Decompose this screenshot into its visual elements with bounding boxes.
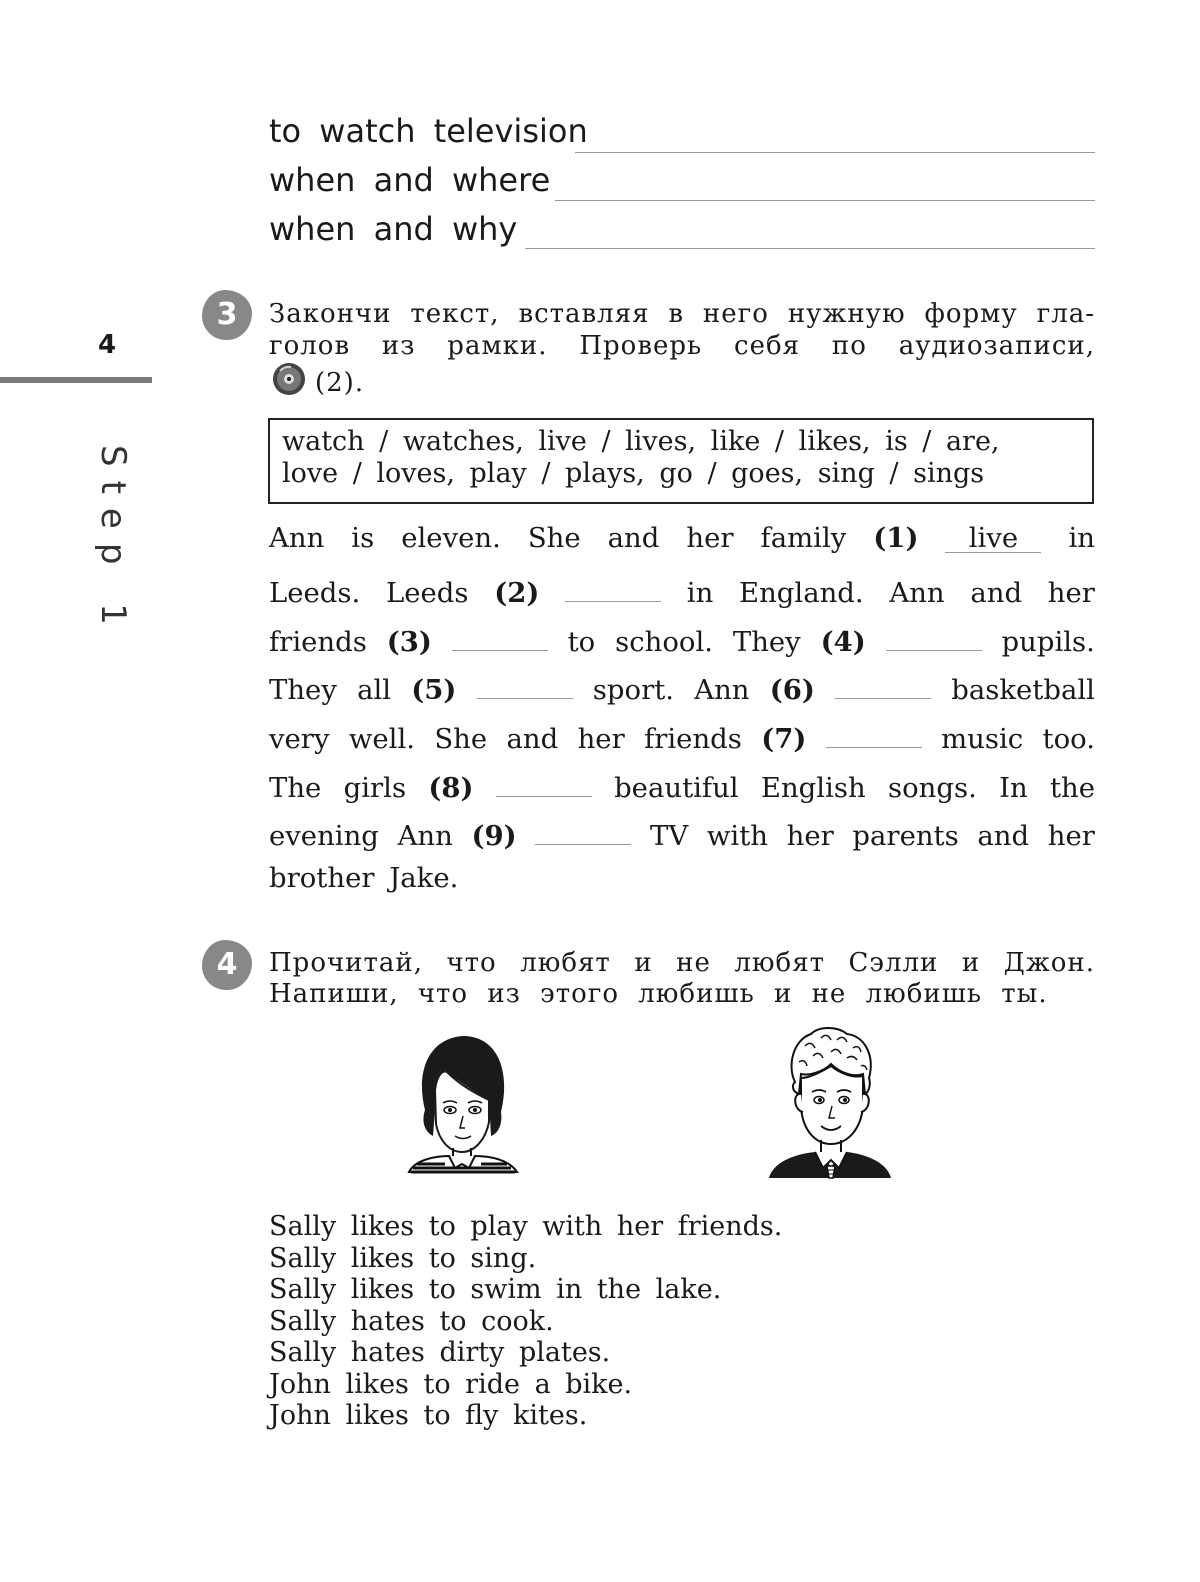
exercise-3-instruction-line1: Закончи текст, вставляя в него нужную форму гла- <box>269 299 1095 329</box>
gap-6-blank[interactable] <box>835 668 931 699</box>
gap-number-2: (2) <box>494 577 540 609</box>
text-line-3 <box>269 620 1095 658</box>
gap-number-5: (5) <box>411 674 457 706</box>
word: and <box>607 522 660 554</box>
word: friends <box>269 626 367 658</box>
exercise-4-instruction-line2: Напиши, что из этого любишь и не любишь ты. <box>269 979 1048 1009</box>
word: her <box>1047 577 1095 609</box>
gap-4-blank[interactable] <box>886 620 982 651</box>
gap-number-6: (6) <box>769 674 815 706</box>
word: pupils. <box>1001 626 1095 658</box>
statement-7: John likes to fly kites. <box>269 1400 588 1431</box>
phrase-watch-television: to watch television <box>269 112 588 150</box>
word: evening <box>269 820 379 852</box>
word: Ann <box>397 820 453 852</box>
word: Leeds <box>385 577 469 609</box>
word: Ann <box>889 577 945 609</box>
word: to <box>567 626 596 658</box>
word: They <box>732 626 801 658</box>
word: and <box>970 577 1023 609</box>
word-box-line1: watch / watches, live / lives, like / likes, is / are, <box>282 426 1000 457</box>
gap-1-example-answer[interactable]: live <box>945 522 1041 553</box>
word: all <box>357 674 392 706</box>
step-label: Step 1 <box>93 445 133 639</box>
text-last-line: brother Jake. <box>269 862 459 894</box>
word: eleven. <box>401 522 501 554</box>
word: She <box>527 522 581 554</box>
gap-8-blank[interactable] <box>496 766 592 797</box>
statement-4: Sally hates to cook. <box>269 1306 554 1337</box>
word: songs. <box>887 772 977 804</box>
cd-disc-icon[interactable] <box>271 361 307 404</box>
answer-line-2[interactable] <box>555 200 1095 201</box>
word: with <box>706 820 768 852</box>
word: beautiful <box>614 772 739 804</box>
word: and <box>506 723 559 755</box>
gap-number-9: (9) <box>471 820 517 852</box>
text-line-1 <box>269 522 1095 554</box>
gap-number-3: (3) <box>386 626 432 658</box>
exercise-4-badge: 4 <box>202 940 252 990</box>
statement-2: Sally likes to sing. <box>269 1243 537 1274</box>
gap-2-blank[interactable] <box>565 571 661 602</box>
word: They <box>269 674 337 706</box>
word: her <box>1047 820 1095 852</box>
gap-3-blank[interactable] <box>452 620 548 651</box>
word: too. <box>1042 723 1095 755</box>
word: girls <box>343 772 407 804</box>
text-line-6 <box>269 766 1095 804</box>
word-box-line2: love / loves, play / plays, go / goes, sing / sings <box>282 458 985 489</box>
page-number: 4 <box>98 330 117 360</box>
statement-6: John likes to ride a bike. <box>269 1369 633 1400</box>
word: Leeds. <box>269 577 361 609</box>
word-box <box>268 418 1094 504</box>
text-line-2 <box>269 571 1095 609</box>
boy-portrait-icon <box>765 1022 893 1180</box>
word: Ann <box>694 674 750 706</box>
word: Ann <box>269 522 325 554</box>
word: basketball <box>951 674 1095 706</box>
gap-9-blank[interactable] <box>535 814 631 845</box>
statement-5: Sally hates dirty plates. <box>269 1337 611 1368</box>
word: very <box>269 723 330 755</box>
word: family <box>760 522 847 554</box>
word: her <box>686 522 734 554</box>
word: and <box>977 820 1030 852</box>
word: England. <box>739 577 864 609</box>
word: in <box>1068 522 1095 554</box>
word: well. <box>348 723 415 755</box>
gap-number-4: (4) <box>820 626 866 658</box>
word: her <box>577 723 625 755</box>
gap-7-blank[interactable] <box>826 717 922 748</box>
exercise-3-instruction-line3 <box>271 361 364 404</box>
word: is <box>351 522 375 554</box>
audio-track-number: (2). <box>315 368 365 398</box>
girl-portrait-icon <box>405 1030 520 1175</box>
exercise-3-badge: 3 <box>202 290 252 340</box>
word: friends <box>644 723 742 755</box>
text-line-4 <box>269 668 1095 706</box>
margin-divider <box>0 377 152 383</box>
word: school. <box>615 626 713 658</box>
gap-number-8: (8) <box>428 772 474 804</box>
statement-1: Sally likes to play with her friends. <box>269 1211 783 1242</box>
word: She <box>434 723 488 755</box>
word: sport. <box>592 674 675 706</box>
exercise-4-instruction-line1: Прочитай, что любят и не любят Сэлли и Джон. <box>269 948 1095 978</box>
word: music <box>941 723 1024 755</box>
phrase-when-where: when and where <box>269 161 551 199</box>
word: the <box>1049 772 1095 804</box>
answer-line-3[interactable] <box>525 248 1095 249</box>
word: In <box>999 772 1028 804</box>
statement-3: Sally likes to swim in the lake. <box>269 1274 722 1305</box>
exercise-3-instruction-line2: голов из рамки. Проверь себя по аудиозаписи, <box>269 331 1095 361</box>
text-line-5 <box>269 717 1095 755</box>
gap-number-7: (7) <box>761 723 807 755</box>
word: parents <box>852 820 959 852</box>
word: English <box>760 772 866 804</box>
gap-5-blank[interactable] <box>477 668 573 699</box>
word: her <box>786 820 834 852</box>
phrase-when-why: when and why <box>269 210 518 248</box>
text-line-7 <box>269 814 1095 852</box>
word: The <box>269 772 322 804</box>
word: TV <box>650 820 689 852</box>
gap-number-1: (1) <box>873 522 919 554</box>
word: in <box>686 577 714 609</box>
answer-line-1[interactable] <box>575 152 1095 153</box>
